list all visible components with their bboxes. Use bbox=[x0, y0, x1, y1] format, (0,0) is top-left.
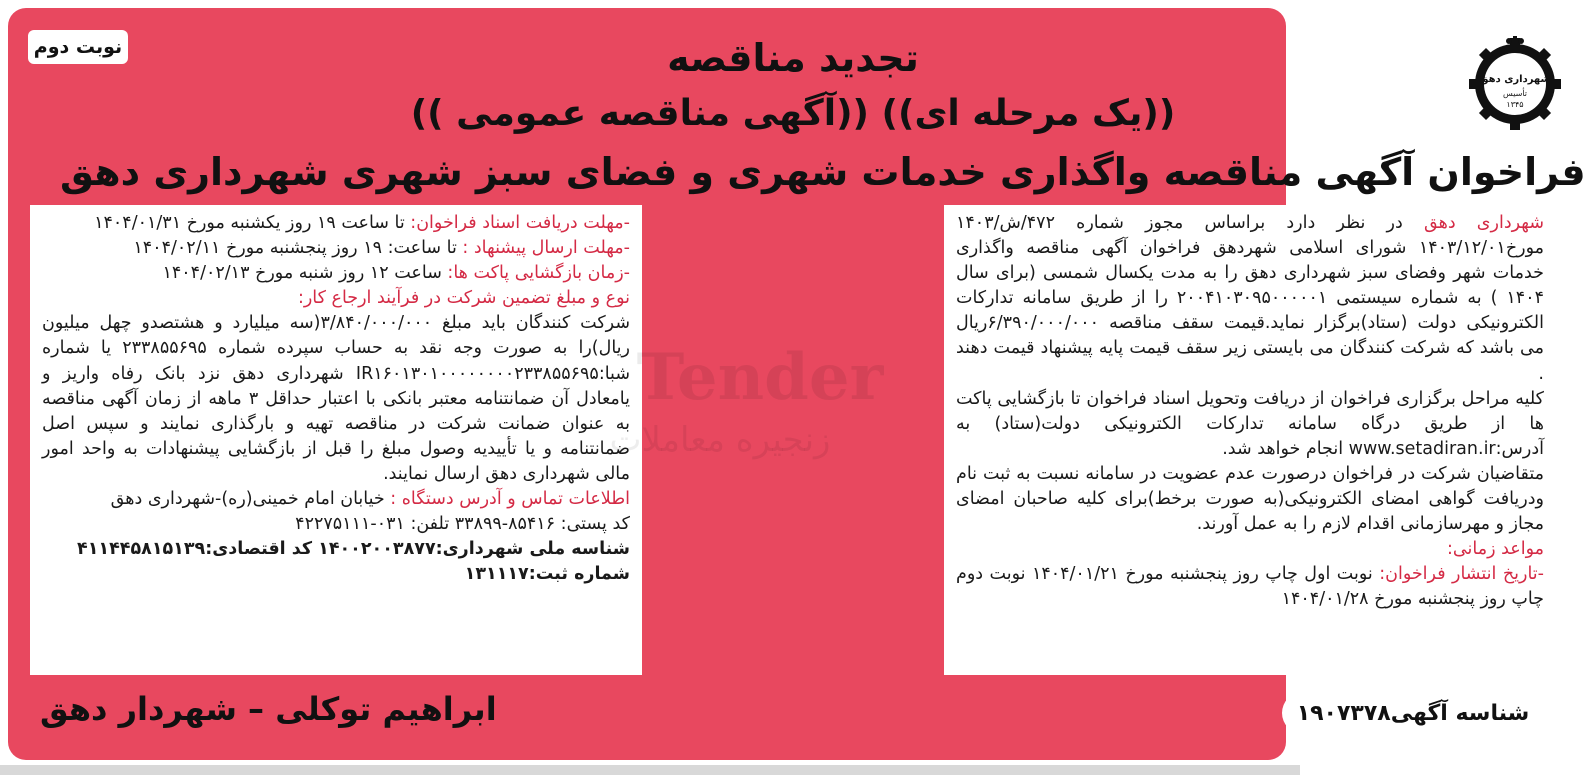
contact-line bbox=[42, 487, 630, 512]
economic-code-label: کد اقتصادی: bbox=[205, 539, 319, 560]
signatory: ابراهیم توکلی – شهردار دهق bbox=[40, 690, 497, 728]
applicants-paragraph: متقاضیان شرکت در فراخوان درصورت عدم عضویت در سامانه نسبت به ثبت نام ودریافت گواهی امضای الکترونیکی(به صورت برخط)برای کلیه صاحبان امضای مجاز و مهرسازمانی اقدام لازم را به عمل آورند. bbox=[956, 463, 1544, 535]
notice-title: تجدید مناقصه bbox=[667, 36, 919, 80]
guarantee-heading: نوع و مبلغ تضمین شرکت در فرآیند ارجاع کار: bbox=[297, 288, 630, 309]
deadline-bid bbox=[42, 236, 630, 261]
deadline-bid-label: -مهلت ارسال پیشنهاد : bbox=[462, 238, 630, 259]
intro-paragraph bbox=[956, 211, 1544, 387]
notice-subtitle: (( آگهی مناقصه عمومی)) ((یک مرحله ای)) bbox=[410, 93, 1176, 134]
bottom-divider bbox=[0, 765, 1300, 775]
publish-label: -تاریخ انتشار فراخوان: bbox=[1379, 564, 1544, 585]
ad-id-badge: شناسه آگهی۱۹۰۷۳۷۸ bbox=[1282, 692, 1544, 734]
right-text-panel bbox=[944, 205, 1556, 675]
seal-name: شهرداری دهق bbox=[1479, 74, 1551, 85]
municipality-seal bbox=[1466, 28, 1564, 130]
deadline-docs-label: -مهلت دریافت اسناد فراخوان: bbox=[410, 213, 630, 233]
registration-label: شماره ثبت: bbox=[528, 564, 630, 585]
opening-value: ساعت ۱۲ روز شنبه مورخ ۱۴۰۴/۰۲/۱۳ bbox=[162, 263, 448, 284]
publish-date-paragraph bbox=[956, 562, 1544, 612]
left-text-panel bbox=[30, 205, 642, 675]
opening-label: -زمان بازگشایی پاکت ها: bbox=[447, 263, 630, 284]
intro-body: در نظر دارد براساس مجوز شماره ۴۷۲/ش/۱۴۰۳ مورخ۱۴۰۳/۱۲/۰۱ شورای اسلامی شهردهق فراخوان آگهی مناقصه واگذاری خدمات شهر وفضای سبز شهرداری دهق را به مدت یکسال شمسی (برای سال ۱۴۰۴ ) به شماره سیستمی ۲۰۰۴۱۰۳۰۹۵۰۰۰۰۰۱ را از طریق سامانه تدارکات الکترونیکی دولت (ستاد)برگزار نماید.قیمت سقف مناقصه ۶/۳۹۰/۰۰۰/۰۰۰ریال می باشد که شرکت کنندگان می بایستی زیر سقف قیمت پایه پیشنهاد قیمت دهند . bbox=[956, 213, 1544, 384]
contact-label: اطلاعات تماس و آدرس دستگاه : bbox=[390, 489, 630, 510]
round-badge: نوبت دوم bbox=[28, 30, 128, 64]
economic-code-value: ۴۱۱۴۴۵۸۱۵۱۳۹ bbox=[77, 539, 206, 560]
deadline-docs bbox=[42, 211, 630, 236]
deadline-bid-value: تا ساعت: ۱۹ روز پنجشنبه مورخ ۱۴۰۴/۰۲/۱۱ bbox=[133, 238, 463, 259]
registration-value: ۱۳۱۱۱۷ bbox=[464, 564, 529, 585]
process-paragraph: کلیه مراحل برگزاری فراخوان از دریافت وتحویل اسناد فراخوان تا بازگشایی پاکت ها از طریق درگاه سامانه تدارکات الکترونیکی دولت(ستاد) به آدرس:www.setadiran.ir انجام خواهد شد. bbox=[956, 388, 1544, 459]
deadline-docs-value: تا ساعت ۱۹ روز یکشنبه مورخ ۱۴۰۴/۰۱/۳۱ bbox=[94, 213, 411, 233]
gear-logo-icon bbox=[1466, 28, 1564, 130]
contact-address: خیابان امام خمینی(ره)-شهرداری دهق bbox=[110, 489, 391, 510]
national-id-label: شناسه ملی شهرداری: bbox=[435, 539, 630, 560]
identifiers-line bbox=[42, 537, 630, 562]
seal-year: ۱۳۴۵ bbox=[1506, 100, 1524, 109]
publish-value: نوبت اول چاپ روز پنجشنبه مورخ ۱۴۰۴/۰۱/۲۱ نوبت دوم چاپ روز پنجشنبه مورخ ۱۴۰۴/۰۱/۲۸ bbox=[956, 564, 1544, 610]
national-id-value: ۱۴۰۰۲۰۰۳۸۷۷ bbox=[318, 539, 436, 560]
notice-main-heading: فراخوان آگهی مناقصه واگذاری خدمات شهری و فضای سبز شهری شهرداری دهق bbox=[60, 150, 1586, 194]
contact-postal: کد پستی: ۸۵۴۱۶-۳۳۸۹۹ تلفن: ۰۳۱-۴۲۲۷۵۱۱۱ bbox=[295, 514, 630, 535]
opening-time bbox=[42, 261, 630, 286]
intro-lead: شهرداری دهق bbox=[1424, 213, 1544, 233]
seal-founded: تأسیس bbox=[1503, 89, 1527, 98]
schedule-heading: مواعد زمانی: bbox=[1447, 539, 1544, 560]
registration-line bbox=[42, 562, 630, 587]
guarantee-body: شرکت کنندگان باید مبلغ ۳/۸۴۰/۰۰۰/۰۰۰(سه میلیارد و هشتصدو چهل میلیون ریال)را به صورت وجه نقد به حساب سپرده شماره ۲۳۳۸۵۵۶۹۵ یا شماره شبا:IR۱۶۰۱۳۰۱۰۰۰۰۰۰۰۰۲۳۳۸۵۵۶۹۵ شهرداری دهق نزد بانک رفاه واریز و یامعادل آن ضمانتنامه معتبر بانکی با اعتبار حداقل ۳ ماهه از زمان آگهی مناقصه به عنوان ضمانت شرکت در مناقصه تهیه و بارگذاری نمایند و سپس اصل ضمانتنامه و یا تأییدیه وصول مبلغ را قبل از بازگشایی پیشنهادات به واحد امور مالی شهرداری دهق ارسال نمایند. bbox=[42, 313, 630, 484]
